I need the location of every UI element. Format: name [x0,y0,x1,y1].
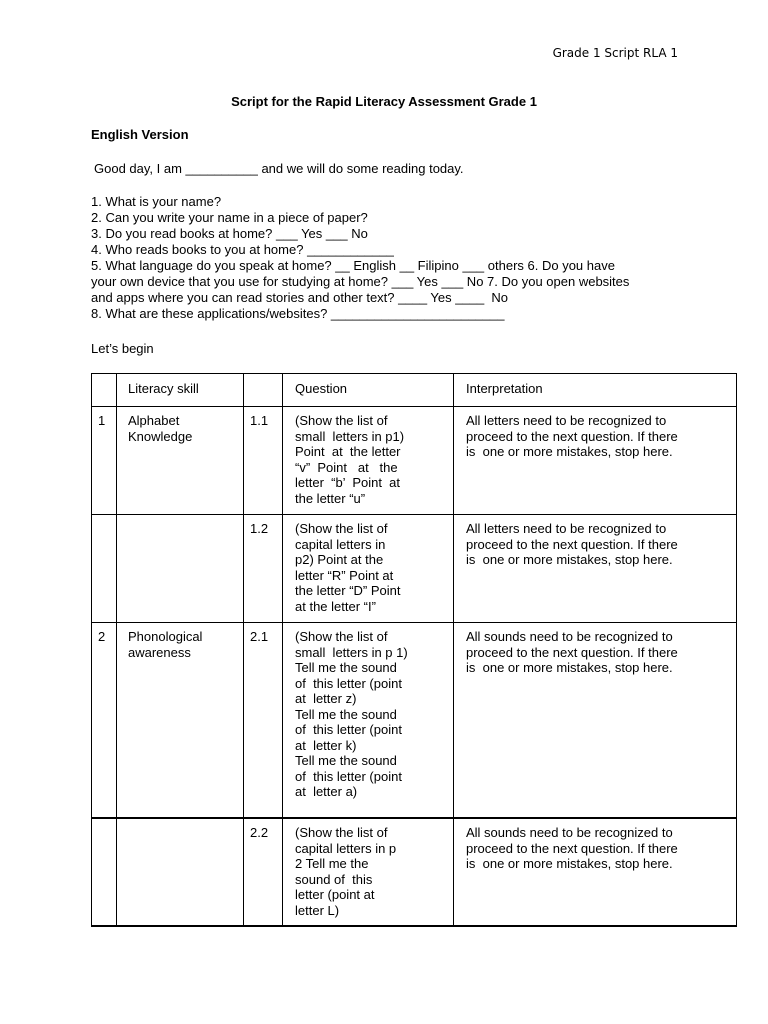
table-row [92,623,737,819]
skill-line: Phonological [128,629,203,644]
row-number [92,515,117,623]
interpretation-cell [454,515,737,623]
question-list [91,194,681,322]
table-row [92,515,737,623]
section-subtitle: English Version [91,127,189,142]
question-line: 5. What language do you speak at home? __ English __ Filipino ___ others 6. Do you have [91,258,615,273]
question-text-line: at letter z) [295,691,357,706]
question-text-line: letter L) [295,902,340,918]
question-text-line: letter “b’ Point at [295,475,401,490]
interpretation-cell [454,407,737,515]
question-text-line: of this letter (point [295,675,402,691]
question-text-line: (Show the list of [295,825,388,840]
question-line: 2. Can you write your name in a piece of paper? [91,210,368,225]
question-line: 8. What are these applications/websites? ________________________ [91,306,505,321]
question-text-line: Tell me the sound [295,660,397,675]
literacy-skill-cell [117,818,244,926]
question-text-line: the letter “u” [295,490,366,506]
question-cell [283,623,454,819]
interpretation-line: is one or more mistakes, stop here. [466,660,673,675]
question-line: 4. Who reads books to you at home? ____________ [91,242,394,257]
header-cell-question: Question [283,374,454,407]
item-code: 1.1 [244,407,283,515]
header-cell-number [92,374,117,407]
greeting-line: Good day, I am __________ and we will do some reading today. [94,161,464,176]
interpretation-line: All letters need to be recognized to [466,521,667,536]
question-text-line: (Show the list of [295,521,388,536]
question-text-line: “v” Point at the [295,459,398,475]
question-text-line: p2) Point at the [295,552,384,567]
question-text-line: Point at the letter [295,444,401,459]
question-text-line: sound of this [295,871,373,887]
question-line: 1. What is your name? [91,194,222,209]
literacy-skill-cell [117,407,244,515]
question-text-line: of this letter (point [295,722,402,737]
question-text-line: Tell me the sound [295,753,397,768]
question-text-line: at letter k) [295,737,357,753]
table-row [92,818,737,926]
question-text-line: letter “R” Point at [295,567,394,583]
question-text-line: small letters in p1) [295,428,405,444]
question-text-line: Tell me the sound [295,706,397,722]
question-text-line: small letters in p 1) [295,644,408,660]
interpretation-line: All sounds need to be recognized to [466,629,673,644]
skill-line: awareness [128,644,191,660]
table-row [92,407,737,515]
question-text-line: letter (point at [295,887,375,902]
question-cell [283,515,454,623]
header-cell-code [244,374,283,407]
row-number [92,818,117,926]
item-code: 2.1 [244,623,283,819]
interpretation-line: is one or more mistakes, stop here. [466,552,673,567]
interpretation-cell [454,818,737,926]
table-header-row [92,374,737,407]
skill-line: Knowledge [128,428,193,444]
question-text-line: capital letters in [295,536,386,552]
header-cell-skill: Literacy skill [117,374,244,407]
interpretation-line: All sounds need to be recognized to [466,825,673,840]
question-text-line: (Show the list of [295,629,388,644]
header-cell-interpretation: Interpretation [454,374,737,407]
question-line: and apps where you can read stories and other text? ____ Yes ____ No [91,290,509,305]
item-code: 2.2 [244,818,283,926]
question-line: your own device that you use for studying at home? ___ Yes ___ No 7. Do you open websites [91,274,630,289]
interpretation-line: is one or more mistakes, stop here. [466,444,673,459]
lets-begin-text: Let’s begin [91,341,154,356]
row-number: 1 [92,407,117,515]
question-text-line: (Show the list of [295,413,388,428]
question-cell [283,407,454,515]
question-text-line: at letter a) [295,784,358,799]
interpretation-line: proceed to the next question. If there [466,644,678,660]
literacy-skill-cell [117,623,244,819]
assessment-table [91,373,737,927]
interpretation-line: proceed to the next question. If there [466,840,678,856]
question-cell [283,818,454,926]
item-code: 1.2 [244,515,283,623]
interpretation-line: is one or more mistakes, stop here. [466,856,673,871]
question-text-line: the letter “D” Point [295,583,401,598]
question-text-line: of this letter (point [295,768,402,784]
row-number: 2 [92,623,117,819]
document-title: Script for the Rapid Literacy Assessment Grade 1 [231,94,537,109]
question-text-line: at the letter “I” [295,598,376,614]
interpretation-line: proceed to the next question. If there [466,428,678,444]
question-line: 3. Do you read books at home? ___ Yes ___ No [91,226,368,241]
interpretation-cell [454,623,737,819]
literacy-skill-cell [117,515,244,623]
interpretation-line: All letters need to be recognized to [466,413,667,428]
interpretation-line: proceed to the next question. If there [466,536,678,552]
question-text-line: capital letters in p [295,840,397,856]
question-text-line: 2 Tell me the [295,856,369,871]
page-header: Grade 1 Script RLA 1 [552,46,678,60]
skill-line: Alphabet [128,413,180,428]
